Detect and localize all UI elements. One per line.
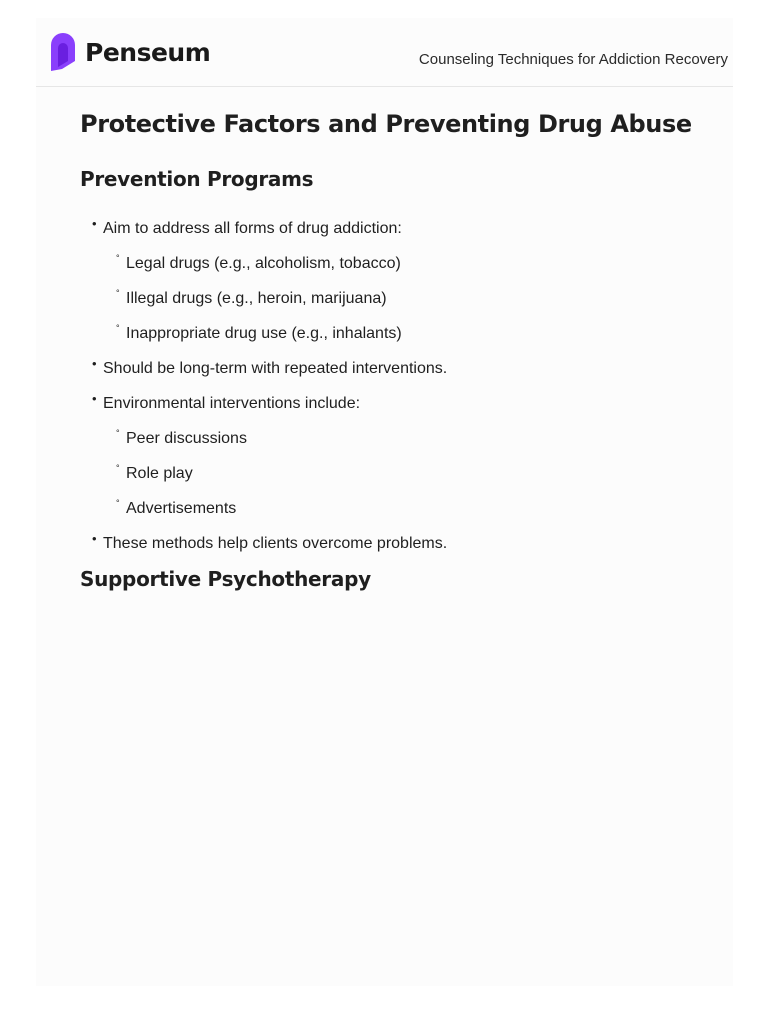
page-title: Protective Factors and Preventing Drug Abuse [80,110,692,138]
list-item-text: Aim to address all forms of drug addiction: [103,219,402,237]
list-item-text: Should be long-term with repeated interventions. [103,359,448,377]
sub-list [103,427,700,521]
sub-list-item-text: Role play [126,464,193,482]
circle-bullet-icon: ° [116,462,120,473]
sub-list-item [103,497,700,521]
list-item-text: Environmental interventions include: [103,394,361,412]
sub-list-item-text: Inappropriate drug use (e.g., inhalants) [126,324,402,342]
penseum-logo-icon [48,31,78,73]
circle-bullet-icon: ° [116,252,120,263]
sub-list-item [103,462,700,486]
section-heading-prevention-programs: Prevention Programs [80,166,314,191]
page-header [36,18,733,87]
sub-list-item-text: Peer discussions [126,429,247,447]
sub-list-item [103,252,700,276]
section-heading-supportive-psychotherapy: Supportive Psychotherapy [80,566,371,591]
list-item [80,532,700,556]
sub-list [103,252,700,346]
prevention-list [80,217,700,556]
sub-list-item [103,287,700,311]
course-title: Counseling Techniques for Addiction Recovery [418,51,728,68]
circle-bullet-icon: ° [116,497,120,508]
circle-bullet-icon: ° [116,322,120,333]
sub-list-item [103,322,700,346]
bullet-icon: • [92,390,97,406]
list-item [80,357,700,381]
circle-bullet-icon: ° [116,427,120,438]
list-item [80,217,700,346]
sub-list-item-text: Illegal drugs (e.g., heroin, marijuana) [126,289,387,307]
list-item [80,392,700,521]
document-content [80,110,700,591]
bullet-icon: • [92,355,97,371]
document-page [36,18,733,986]
brand-name: Penseum [85,37,211,67]
brand-logo[interactable] [48,31,210,73]
circle-bullet-icon: ° [116,287,120,298]
sub-list-item-text: Advertisements [126,499,237,517]
sub-list-item-text: Legal drugs (e.g., alcoholism, tobacco) [126,254,401,272]
sub-list-item [103,427,700,451]
list-item-text: These methods help clients overcome problems. [103,534,448,552]
bullet-icon: • [92,215,97,231]
bullet-icon: • [92,530,97,546]
